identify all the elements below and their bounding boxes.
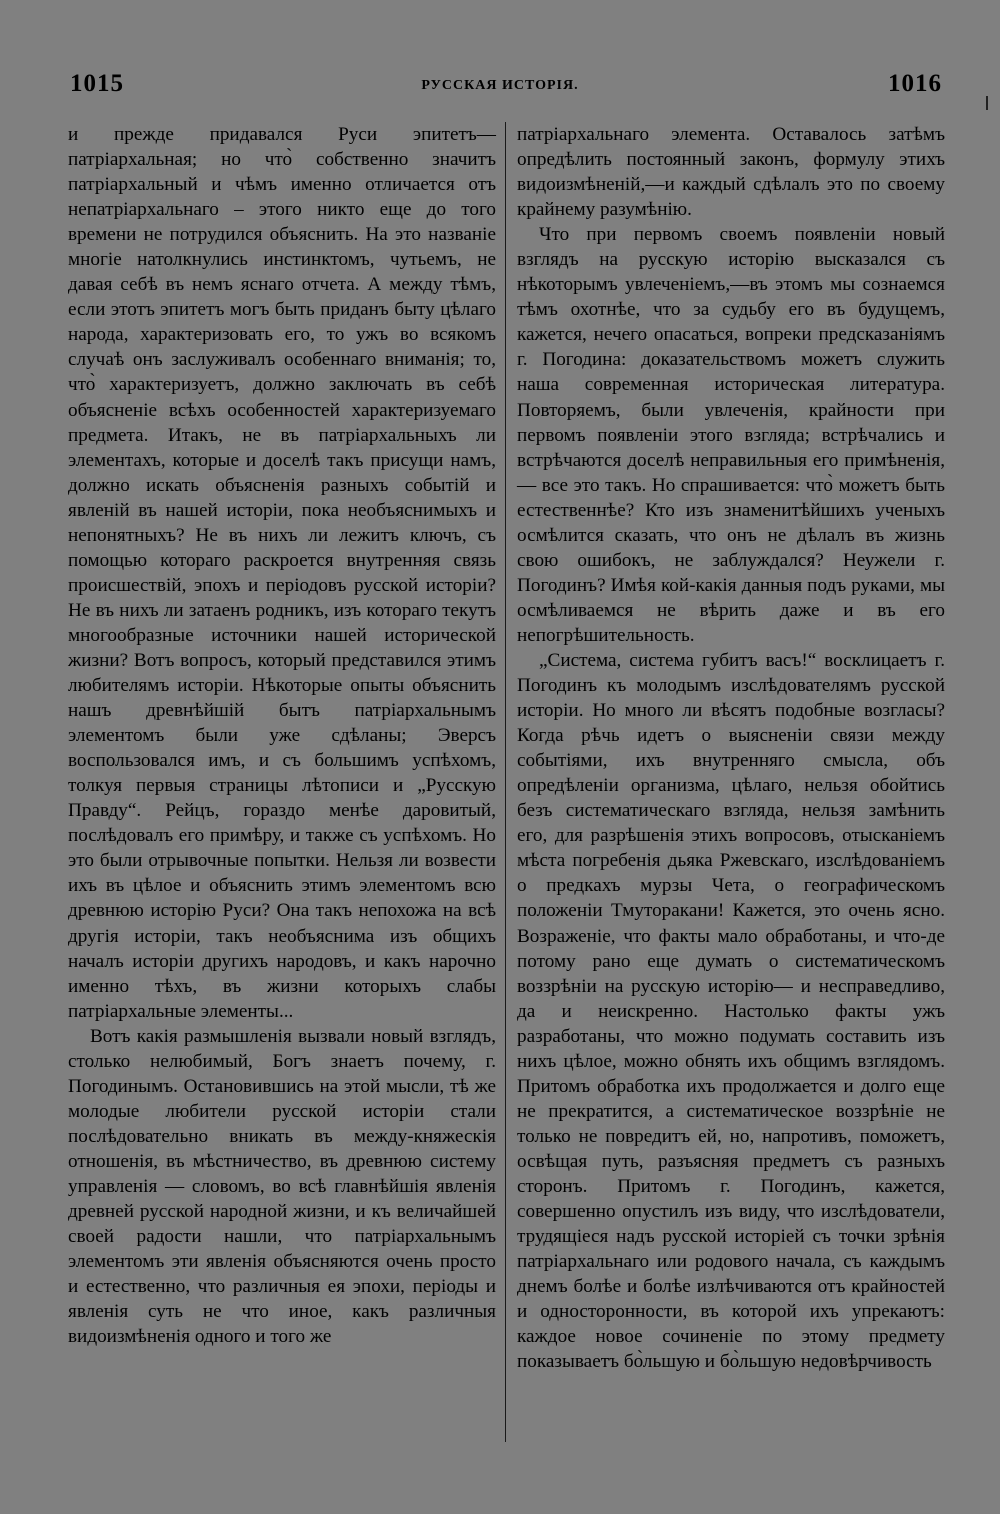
column-divider (505, 122, 506, 1442)
paragraph: Вотъ какія размышленія вызвали новый взглядъ, столько нелюбимый, Богъ знаетъ почему, г. Погодинымъ. Остановившись на этой мысли, тѣ же молодые любители русской исторіи стали послѣдовательно вникать въ между-княжескія отношенія, въ мѣстничество, въ древнюю систему управленія — словомъ, во всѣ главнѣйшія явленія древней русской народной жизни, и къ величайшей своей радости нашли, что патріархальнымъ элементомъ эти явленія объясняются очень просто и естественно, что различныя ея эпохи, періоды и явленія суть не что иное, какъ различныя видоизмѣненія одного и того же (68, 1025, 496, 1348)
paragraph: „Система, система губитъ васъ!“ восклицаетъ г. Погодинъ къ молодымъ изслѣдователямъ русской исторіи. Но много ли вѣсятъ подобные возгласы? Когда рѣчь идетъ о выясненіи связи между событіями, ихъ внутренняго смысла, объ опредѣленіи организма, цѣлаго, нельзя обойтись безъ систематическаго взгляда, нельзя замѣнить его, для разрѣшенія этихъ вопросовъ, отысканіемъ мѣста погребенія дьяка Ржевскаго, изслѣдованіемъ о предкахъ мурзы Чета, о географическомъ положеніи Тмуторакани! Кажется, это очень ясно. Возраженіе, что факты мало обработаны, и что-де потому рано еще думать о систематическомъ воззрѣніи на русскую исторію— и несправедливо, да и неискренно. Настолько факты ужъ разработаны, что можно подумать составить изъ нихъ цѣлое, можно обнять ихъ общимъ взглядомъ. Притомъ обработка ихъ продолжается и долго еще не прекратится, а систематическое воззрѣніе не только не повредитъ ей, но, напротивъ, поможетъ, освѣщая путь, разъясняя предметъ съ разныхъ сторонъ. Притомъ г. Погодинъ, кажется, совершенно опустилъ изъ виду, что изслѣдователи, трудящіеся надъ русской исторіей съ точки зрѣнія патріархальнаго или родового начала, съ каждымъ днемъ болѣе и болѣе излѣчиваются отъ крайностей и односторонности, въ которой ихъ упрекаютъ: каждое новое сочиненіе по этому предмету показываетъ бо̀льшую и бо̀льшую недовѣрчивость (517, 649, 945, 1373)
paragraph: патріархальнаго элемента. Оставалось затѣмъ опредѣлить постоянный законъ, формулу этихъ видоизмѣненій,—и каждый сдѣлалъ это по своему крайнему разумѣнію. (517, 124, 945, 221)
paragraph: и прежде придавался Руси эпитетъ—патріархальная; но что̀ собственно значитъ патріархальный и чѣмъ именно отличается отъ непатріархальнаго – этого никто еще до того времени не потрудился объяснить. На это названіе многіе натолкнулись инстинктомъ, чутьемъ, не давая себѣ въ немъ яснаго отчета. А между тѣмъ, если этотъ эпитетъ могъ быть приданъ быту цѣлаго народа, характеризовать его, то ужъ во всякомъ случаѣ онъ заслуживалъ особеннаго вниманія; то, что̀ характеризуетъ, должно заключать въ себѣ объясненіе всѣхъ особенностей характеризуемаго предмета. Итакъ, не въ патріархальныхъ ли элементахъ, которые и доселѣ такъ присущи намъ, должно искать объясненія разныхъ событій и явленій въ нашей исторіи, пока необъяснимыхъ и непонятныхъ? Не въ нихъ ли лежитъ ключъ, съ помощью котораго раскроется внутренняя связь происшествій, эпохъ и періодовъ русской исторіи? Не въ нихъ ли затаенъ родникъ, изъ котораго текутъ многообразные источники нашей исторической жизни? Вотъ вопросъ, который представился этимъ любителямъ исторіи. Нѣкоторые опыты объяснить нашъ древнѣйшій бытъ патріархальнымъ элементомъ были уже сдѣланы; Эверсъ воспользовался имъ, и съ большимъ успѣхомъ, толкуя первыя страницы лѣтописи и „Русскую Правду“. Рейцъ, гораздо менѣе даровитый, послѣдовалъ его примѣру, и также съ успѣхомъ. Но это были отрывочные попытки. Нельзя ли возвести ихъ въ цѣлое и объяснить этимъ элементомъ всю древнюю исторію Руси? Она такъ непохожа на всѣ другія исторіи, такъ необъяснима изъ общихъ началъ исторіи другихъ народовъ, и какъ нарочно именно тѣхъ, въ жизни которыхъ слабы патріархальные элементы... (68, 124, 496, 1022)
left-column (68, 122, 496, 1349)
running-title: РУССКАЯ ИСТОРІЯ. (421, 78, 579, 93)
margin-mark (986, 96, 988, 110)
paragraph: Что при первомъ своемъ появленіи новый взглядъ на русскую исторію высказался съ нѣкоторымъ увлеченіемъ,—въ этомъ мы сознаемся тѣмъ охотнѣе, что за судьбу его въ будущемъ, кажется, нечего опасаться, вопреки предсказаніямъ г. Погодина: доказательствомъ можетъ служить наша современная историческая литература. Повторяемъ, были увлеченія, крайности при первомъ появленіи этого взгляда; встрѣчались и встрѣчаются доселѣ неправильныя его примѣненія,— все это такъ. Но спрашивается: что̀ можетъ быть естественнѣе? Кто изъ знаменитѣйшихъ ученыхъ осмѣлится сказать, что онъ не дѣлалъ въ жизнь свою ошибокъ, не заблуждался? Неужели г. Погодинъ? Имѣя кой-какія данныя подъ руками, мы осмѣливаемся не вѣрить даже и въ его непогрѣшительность. (517, 224, 945, 646)
page-number-left: 1015 (70, 70, 124, 97)
page-header (0, 70, 1000, 110)
page-number-right: 1016 (888, 70, 942, 97)
right-column (517, 122, 945, 1374)
